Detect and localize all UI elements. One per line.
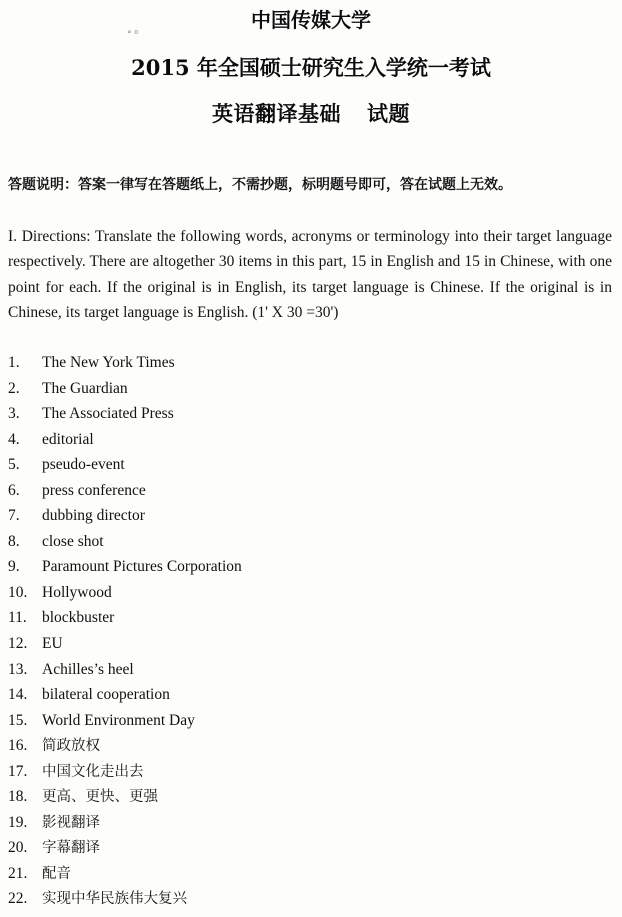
item-term: dubbing director <box>42 507 145 525</box>
item-number: 7. <box>8 507 20 525</box>
list-item <box>8 682 242 708</box>
list-item <box>8 503 242 529</box>
item-number: 18. <box>8 788 28 806</box>
item-term: Paramount Pictures Corporation <box>42 558 242 576</box>
item-term: Achilles’s heel <box>42 660 134 678</box>
item-term: 简政放权 <box>42 738 100 755</box>
list-item <box>8 759 242 785</box>
item-term: The Associated Press <box>42 405 174 423</box>
item-number: 17. <box>8 762 28 780</box>
item-number: 11. <box>8 609 27 627</box>
list-item <box>8 631 242 657</box>
item-term: editorial <box>42 430 94 448</box>
item-term: press conference <box>42 481 146 499</box>
item-term: 中国文化走出去 <box>42 763 144 780</box>
item-number: 4. <box>8 430 20 448</box>
item-number: 1. <box>8 354 20 371</box>
item-term: 影视翻译 <box>42 814 100 831</box>
list-item <box>8 554 242 580</box>
answer-instructions: 答题说明：答案一律写在答题纸上，不需抄题，标明题号即可，答在试题上无效。 <box>8 177 512 193</box>
item-term: The New York Times <box>42 354 175 371</box>
list-item <box>8 657 242 683</box>
item-number: 9. <box>8 558 20 576</box>
item-term: The Guardian <box>42 379 128 397</box>
list-item <box>8 452 242 478</box>
scan-speck: ° ⁰ <box>127 30 138 40</box>
university-title: 中国传媒大学 <box>251 8 371 32</box>
item-term: 字幕翻译 <box>42 840 100 857</box>
list-item <box>8 861 242 887</box>
list-item <box>8 708 242 734</box>
item-term: EU <box>42 635 63 653</box>
item-term: Hollywood <box>42 583 112 601</box>
item-number: 13. <box>8 660 28 678</box>
item-number: 19. <box>8 813 28 831</box>
section-directions: I. Directions: Translate the following words, acronyms or terminology into their target language respectively. There are altogether 30 items in this part, 15 in English and 15 in Chinese, with one point for each. If the original is in English, its target language is Chinese. If the original is in Chinese, its target language is English. (1' X 30 =30') <box>8 228 612 321</box>
item-number: 2. <box>8 379 20 397</box>
term-list <box>8 350 242 912</box>
item-number: 14. <box>8 686 28 704</box>
paper-title <box>0 98 622 128</box>
item-term: bilateral cooperation <box>42 686 170 704</box>
item-term: 实现中华民族伟大复兴 <box>42 891 187 908</box>
list-item <box>8 835 242 861</box>
item-number: 3. <box>8 405 20 423</box>
item-term: 配音 <box>42 865 71 882</box>
list-item <box>8 886 242 912</box>
list-item <box>8 350 242 376</box>
list-item <box>8 810 242 836</box>
item-number: 5. <box>8 456 20 474</box>
list-item <box>8 733 242 759</box>
item-number: 20. <box>8 839 28 857</box>
item-term: blockbuster <box>42 609 115 627</box>
item-number: 12. <box>8 635 28 653</box>
item-number: 10. <box>8 583 28 601</box>
list-item <box>8 784 242 810</box>
item-number: 15. <box>8 711 28 729</box>
exam-title: 2015 年全国硕士研究生入学统一考试 <box>131 55 491 80</box>
paper-type: 试题 <box>367 101 410 126</box>
list-item <box>8 605 242 631</box>
item-number: 21. <box>8 864 28 882</box>
list-item <box>8 580 242 606</box>
list-item <box>8 401 242 427</box>
list-item <box>8 529 242 555</box>
item-term: 更高、更快、更强 <box>42 789 158 806</box>
item-number: 6. <box>8 481 20 499</box>
item-number: 8. <box>8 532 20 550</box>
item-term: close shot <box>42 532 104 550</box>
item-number: 16. <box>8 737 28 755</box>
list-item <box>8 478 242 504</box>
list-item <box>8 427 242 453</box>
item-number: 22. <box>8 890 28 908</box>
list-item <box>8 376 242 402</box>
subject-name: 英语翻译基础 <box>212 101 341 126</box>
item-term: pseudo-event <box>42 456 125 474</box>
item-term: World Environment Day <box>42 711 195 729</box>
